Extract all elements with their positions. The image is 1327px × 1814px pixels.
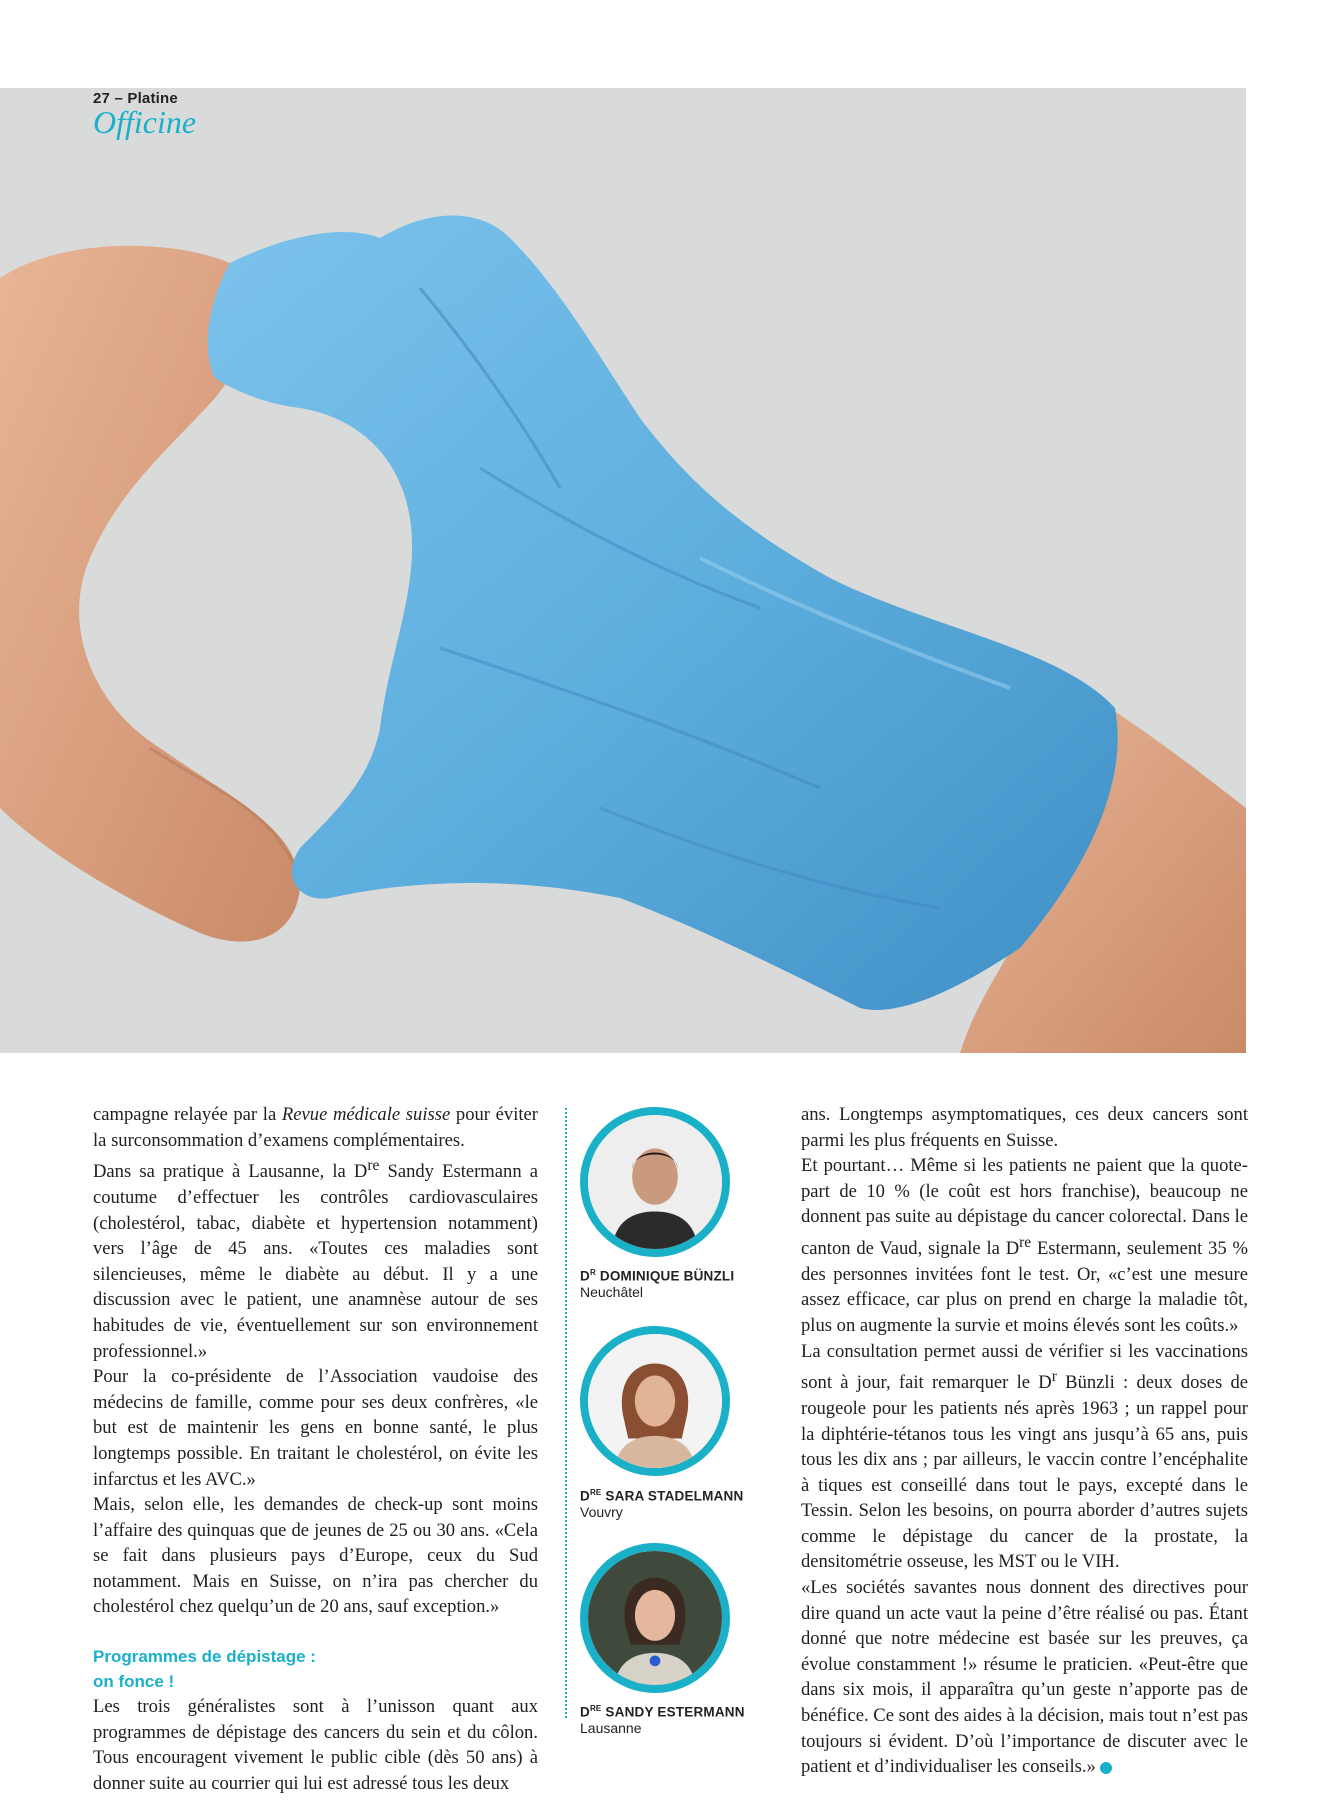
heart-hands-illustration	[0, 88, 1246, 1053]
doctor-city: Vouvry	[580, 1503, 623, 1520]
caption-sandy-estermann	[580, 1704, 760, 1736]
doctor-city: Neuchâtel	[580, 1283, 644, 1300]
portrait-dominique-bunzli	[580, 1107, 730, 1257]
person-portrait-icon	[588, 1334, 722, 1468]
paragraph: Pour la co-présidente de l’Association vaudoise des médecins de famille, comme pour ses deux confrères, «le but est de maintenir les gens en bonne santé, le plus longtemps possible. En traitant le cholestérol, on évite les infarctus et les AVC.»	[93, 1366, 538, 1490]
filled-circle-icon	[1100, 1762, 1112, 1774]
dotted-divider	[565, 1108, 567, 1718]
doctor-name: DRE SANDY ESTERMANN	[580, 1704, 745, 1720]
person-portrait-icon	[588, 1551, 722, 1685]
article-column-left	[93, 1102, 538, 1796]
page-header	[93, 88, 197, 140]
paragraph: ans. Longtemps asymptomatiques, ces deux cancers sont parmi les plus fréquents en Suisse.	[801, 1104, 1248, 1151]
person-portrait-icon	[588, 1115, 722, 1249]
paragraph: Et pourtant… Même si les patients ne paient que la quote-part de 10 % (le coût est hors franchise), beaucoup ne donnent pas suite au dépistage du cancer colorectal. Dans le canton de Vaud, signale la Dre Estermann, seulement 35 % des personnes invitées font le test. Or, «c’est une mesure assez efficace, car plus on prend en charge la maladie tôt, plus on augmente la survie et moins élevés sont les coûts.»	[801, 1155, 1248, 1336]
doctor-name: DRE SARA STADELMANN	[580, 1488, 744, 1504]
paragraph: «Les sociétés savantes nous donnent des directives pour dire quand un acte vaut la peine d’être réalisé ou pas. Étant donné que notre médecine est basée sur les preuves, ça évolue constamment !» résume le praticien. «Peut-être que dans six mois, il apparaîtra qu’un geste n’apporte pas de bénéfice. Ce sont des aides à la décision, mais tout n’est pas toujours si évident. D’où l’importance de discuter avec le patient et d’individualiser les conseils.»	[801, 1577, 1248, 1778]
doctor-name: $D^R$ DOMINIQUE BÜNZLI	[580, 1268, 735, 1284]
portrait-sara-stadelmann	[580, 1326, 730, 1476]
paragraph: Dans sa pratique à Lausanne, la Dre Sandy Estermann a coutume d’effectuer les contrôles cardiovasculaires (cholestérol, tabac, diabète et hypertension notamment) vers l’âge de 45 ans. «Toutes ces maladies sont silencieuses, même le diabète au début. Il y a une discussion avec le patient, une anamnèse autour de ses habitudes de vie, éventuellement sur son environnement professionnel.»	[93, 1157, 538, 1362]
hero-photo-heart-hands	[0, 88, 1246, 1053]
paragraph: Mais, selon elle, les demandes de check-up sont moins l’affaire des quinquas que de jeunes de 25 ou 30 ans. «Cela se fait dans plusieurs pays d’Europe, ceux du Sud notamment. Mais en Suisse, on n’ira pas chercher du cholestérol chez quelqu’un de 20 ans, sauf exception.»	[93, 1494, 538, 1618]
paragraph: Les trois généralistes sont à l’unisson quant aux programmes de dépistage des cancers du sein et du côlon. Tous encouragent vivement le public cible (dès 50 ans) à donner suite au courrier qui lui est adressé tous les deux	[93, 1696, 538, 1794]
publication-name: Revue médicale suisse	[281, 1104, 451, 1125]
paragraph: La consultation permet aussi de vérifier si les vaccinations sont à jour, fait remarquer le $D^r$ Bünzli : deux doses de rougeole pour les patients nés après 1963 ; un rappel pour la diphtérie-tétanos tous les vingt ans jusqu’à 65 ans, puis tous les dix ans ; par ailleurs, le vaccin contre l’encéphalite à tiques est conseillé dans tout le pays, excepté dans le Tessin. Selon les besoins, on pourra aborder d’autres sujets comme le dépistage du cancer de la prostate, la densitométrie osseuse, les MST ou le VIH.	[801, 1340, 1249, 1573]
subheading: Programmes de dépistage : on fonce !	[93, 1647, 316, 1692]
article-column-right	[801, 1102, 1248, 1780]
caption-dominique-bunzli	[580, 1268, 760, 1300]
portrait-sandy-estermann	[580, 1543, 730, 1693]
page-number-label: 27 – Platine	[93, 90, 178, 107]
doctor-city: Lausanne	[580, 1719, 642, 1736]
section-title: Officine	[93, 104, 197, 140]
caption-sara-stadelmann	[580, 1488, 760, 1520]
paragraph: campagne relayée par la Revue médicale suisse pour éviter la surconsommation d’examens complémentaires.	[93, 1104, 538, 1151]
